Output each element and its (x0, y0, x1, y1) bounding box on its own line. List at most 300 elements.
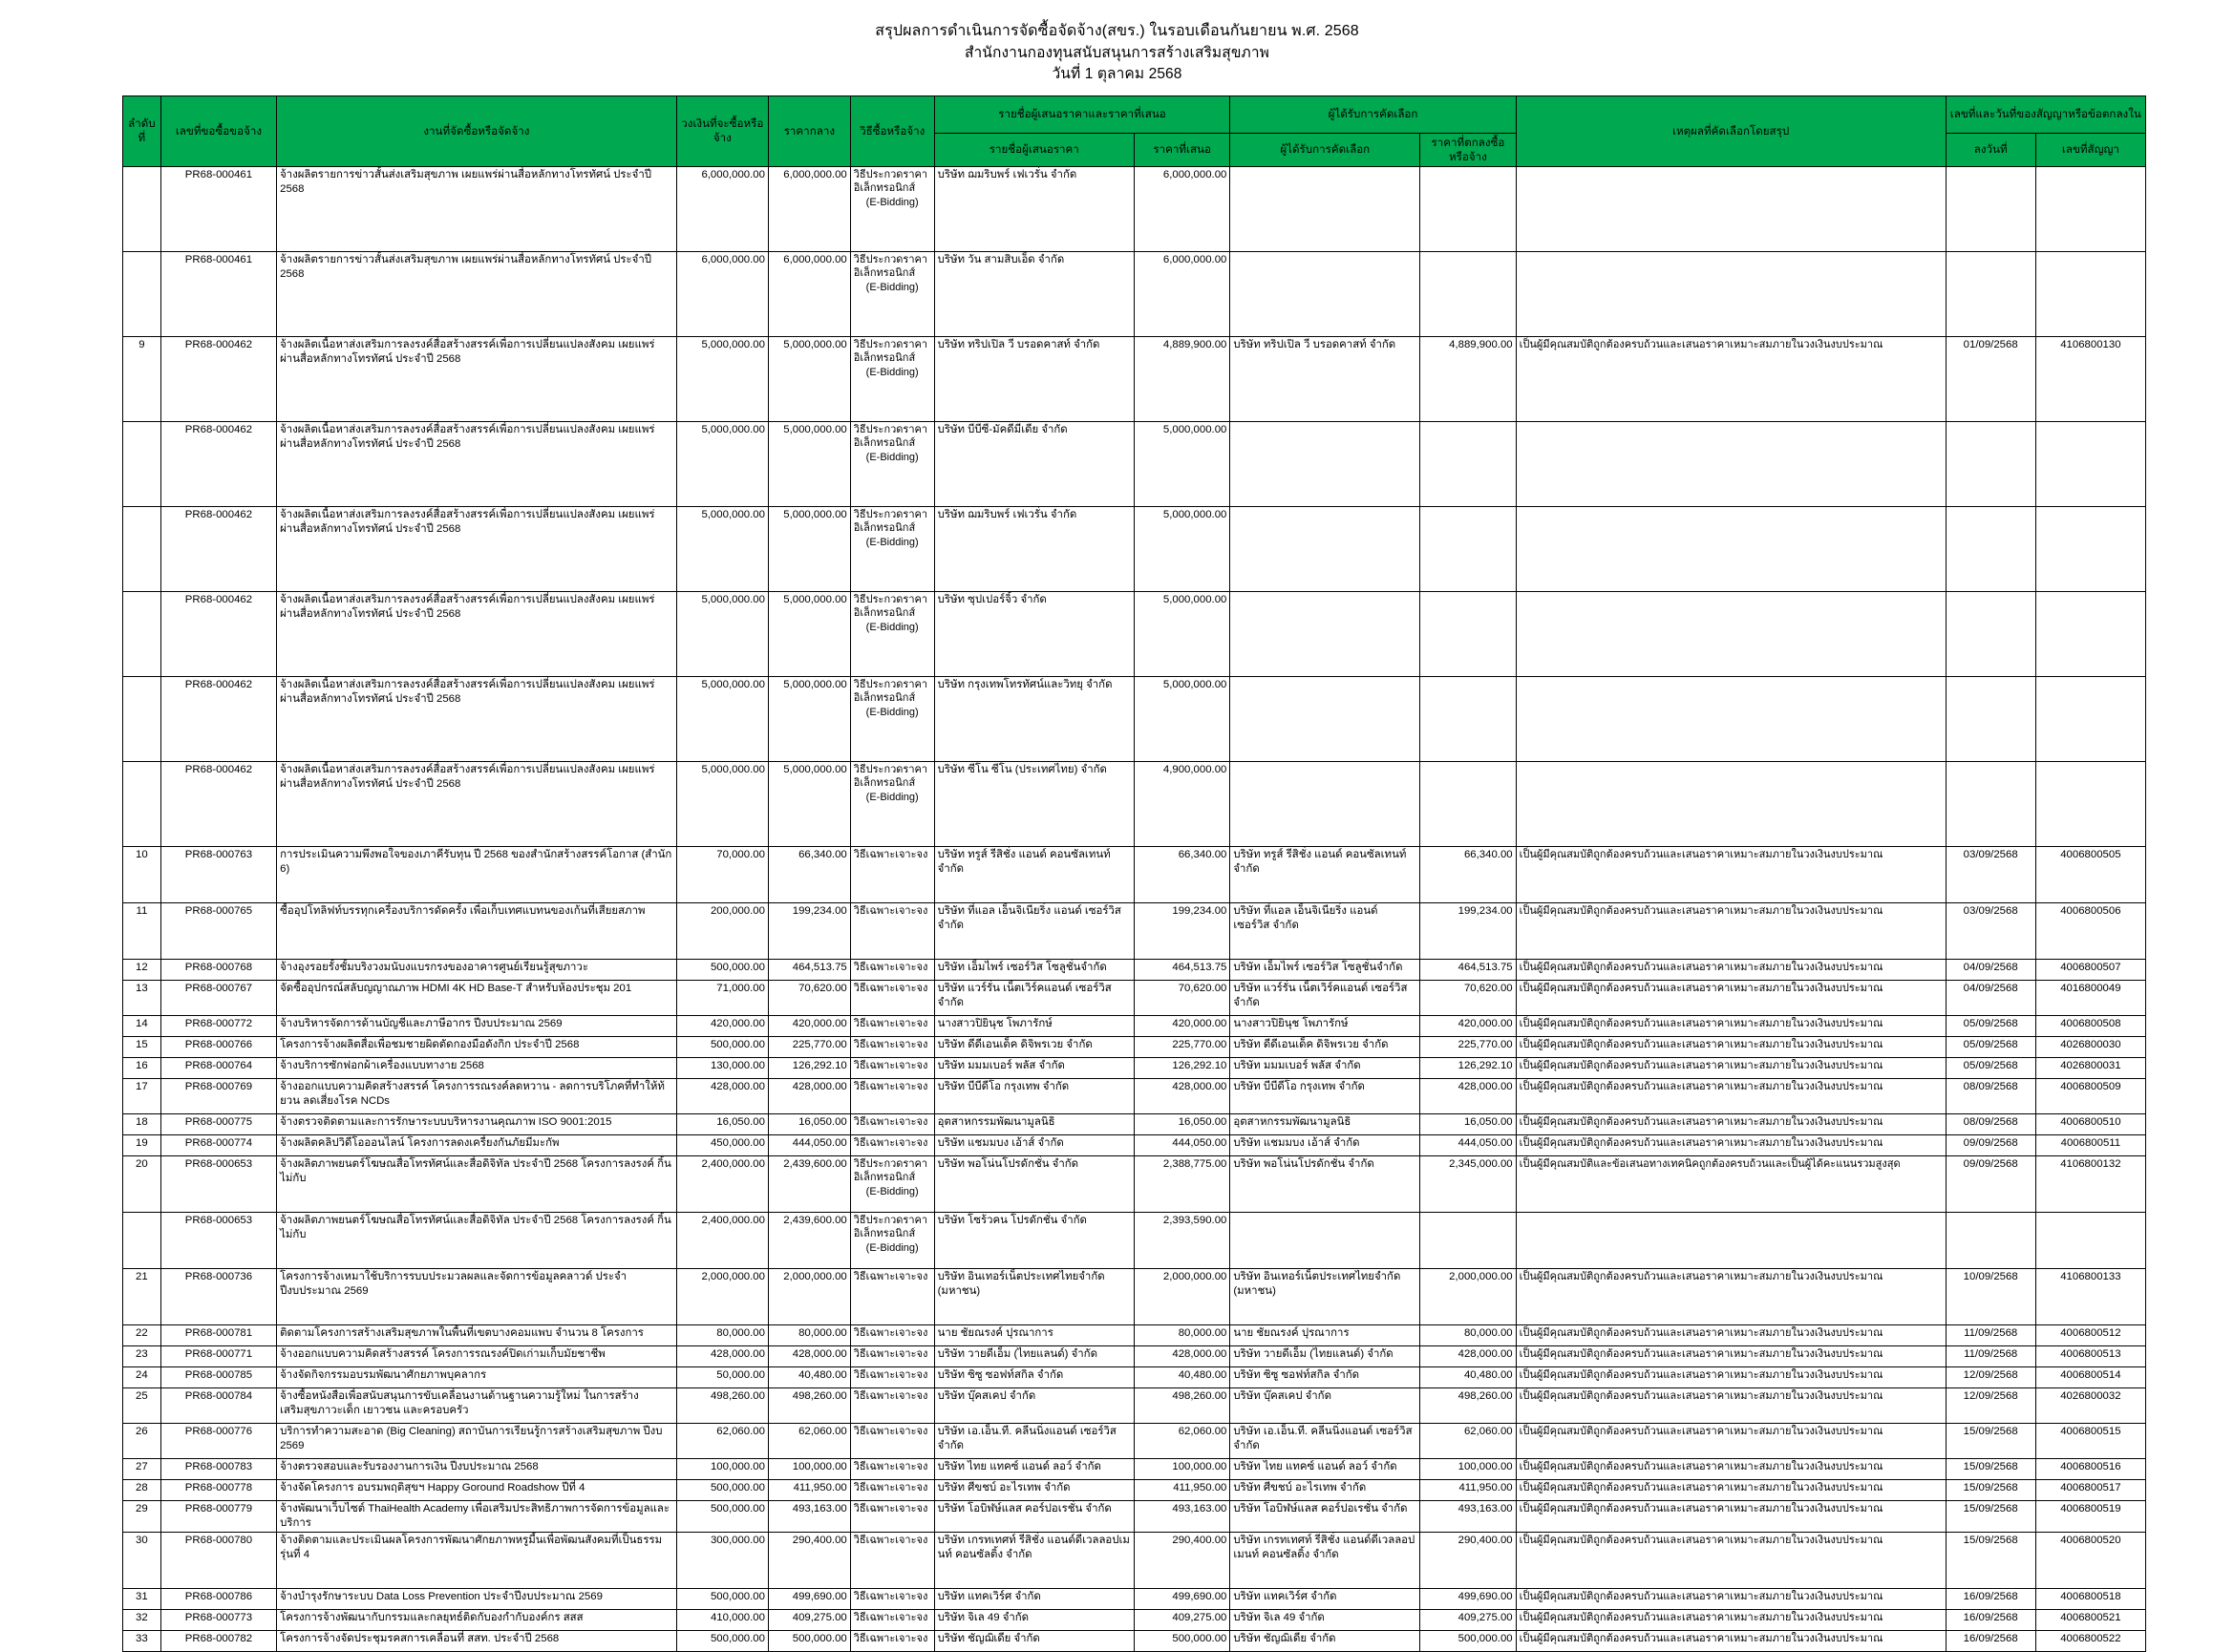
col-header-bid-price: ราคาที่เสนอ (1134, 133, 1229, 166)
cell-reason: เป็นผู้มีคุณสมบัติถูกต้องครบถ้วนและเสนอราคาเหมาะสมภายในวงเงินงบประมาณ (1516, 1057, 1946, 1078)
cell-mid_price: 5,000,000.00 (768, 761, 850, 846)
cell-bid_price: 5,000,000.00 (1134, 591, 1229, 676)
col-header-contract-no: เลขที่สัญญา (2035, 133, 2145, 166)
method-line: วิธีประกวดราคา (853, 338, 928, 350)
cell-reason: เป็นผู้มีคุณสมบัติถูกต้องครบถ้วนและเสนอราคาเหมาะสมภายในวงเงินงบประมาณ (1516, 1113, 1946, 1134)
table-row (123, 1532, 2146, 1588)
cell-pr_no: PR68-000461 (160, 166, 276, 251)
cell-work: จ้างผลิตคลิปวิดีโอออนไลน์ โครงการลดงเครื่ยงกันภัยมีมะกัพ (277, 1134, 677, 1155)
cell-agreed_price: 70,620.00 (1420, 980, 1516, 1015)
table-row (123, 1268, 2146, 1324)
cell-seq (123, 421, 161, 506)
cell-contract_no (2035, 1212, 2145, 1268)
cell-work: จ้างผลิตเนื้อหาส่งเสริมการลงรงค์สื่อสร้างสรรค์เพื่อการเปลี่ยนแปลงสังคม เผยแพร่ผ่านสื่อหลักทางโทรทัศน์ ประจำปี 2568 (277, 591, 677, 676)
cell-bid_price: 199,234.00 (1134, 902, 1229, 959)
cell-method: วิธีเฉพาะเจาะจง (850, 1387, 934, 1423)
cell-seq: 23 (123, 1345, 161, 1366)
cell-pr_no: PR68-000462 (160, 336, 276, 421)
cell-agreed_price: 2,000,000.00 (1420, 1268, 1516, 1324)
table-row (123, 1345, 2146, 1366)
cell-winner_name: บริษัท แชมมบง เอ้าส์ จำกัด (1230, 1134, 1420, 1155)
cell-pr_no: PR68-000784 (160, 1387, 276, 1423)
cell-mid_price: 5,000,000.00 (768, 676, 850, 761)
table-header-row-1 (123, 95, 2146, 133)
cell-budget: 500,000.00 (676, 1588, 768, 1609)
col-header-bidders-group: รายชื่อผู้เสนอราคาและราคาที่เสนอ (934, 95, 1230, 133)
cell-bid_price: 62,060.00 (1134, 1423, 1229, 1458)
cell-pr_no: PR68-000462 (160, 761, 276, 846)
col-header-agreed-price: ราคาที่ตกลงซื้อหรือจ้าง (1420, 133, 1516, 166)
cell-agreed_price: 493,163.00 (1420, 1500, 1516, 1532)
cell-mid_price: 420,000.00 (768, 1015, 850, 1036)
cell-winner_name: นาย ชัยณรงค์ ปุรณาการ (1230, 1324, 1420, 1345)
cell-budget: 6,000,000.00 (676, 166, 768, 251)
cell-seq: 11 (123, 902, 161, 959)
cell-seq: 30 (123, 1532, 161, 1588)
cell-contract_no (2035, 421, 2145, 506)
cell-bid_price: 428,000.00 (1134, 1345, 1229, 1366)
cell-winner_name: บริษัท พอโน่นโปรดักชั่น จำกัด (1230, 1155, 1420, 1212)
cell-bidder_name: บริษัท มมมเบอร์ พลัส จำกัด (934, 1057, 1134, 1078)
cell-bid_price: 499,690.00 (1134, 1588, 1229, 1609)
cell-contract_no (2035, 761, 2145, 846)
cell-work: จ้างบริหารจัดการด้านบัญชีและภาษีอากร ปีงบประมาณ 2569 (277, 1015, 677, 1036)
cell-method: วิธีเฉพาะเจาะจง (850, 1057, 934, 1078)
cell-contract_date: 05/09/2568 (1946, 1015, 2035, 1036)
cell-pr_no: PR68-000778 (160, 1479, 276, 1500)
cell-reason: เป็นผู้มีคุณสมบัติถูกต้องครบถ้วนและเสนอราคาเหมาะสมภายในวงเงินงบประมาณ (1516, 959, 1946, 980)
cell-winner_name: นางสาวปิยินุช โพภารักษ์ (1230, 1015, 1420, 1036)
table-row (123, 980, 2146, 1015)
cell-contract_no: 4006800511 (2035, 1134, 2145, 1155)
cell-work: จ้างจัดโครงการ อบรมพฤติสุขฯ Happy Goround Roadshow ปีที่ 4 (277, 1479, 677, 1500)
cell-winner_name: บริษัท เกรทเทศท์ รีสิชั่ง แอนด์ดีเวลลอปเมนท์ คอนซัลติ้ง จำกัด (1230, 1532, 1420, 1588)
cell-contract_no: 4006800507 (2035, 959, 2145, 980)
cell-work: จ้างตรวจติดตามและการรักษาระบบบริหารงานคุณภาพ ISO 9001:2015 (277, 1113, 677, 1134)
cell-reason: เป็นผู้มีคุณสมบัติถูกต้องครบถ้วนและเสนอราคาเหมาะสมภายในวงเงินงบประมาณ (1516, 1532, 1946, 1588)
cell-agreed_price (1420, 676, 1516, 761)
cell-agreed_price (1420, 1212, 1516, 1268)
cell-bid_price: 464,513.75 (1134, 959, 1229, 980)
cell-work: จัดซื้ออุปกรณ์สลับญญาณภาพ HDMI 4K HD Base-T สำหรับห้องประชุม 201 (277, 980, 677, 1015)
cell-budget: 5,000,000.00 (676, 676, 768, 761)
cell-winner_name: บริษัท มมมเบอร์ พลัส จำกัด (1230, 1057, 1420, 1078)
cell-method: วิธีเฉพาะเจาะจง (850, 902, 934, 959)
cell-pr_no: PR68-000785 (160, 1366, 276, 1387)
cell-pr_no: PR68-000736 (160, 1268, 276, 1324)
cell-reason: เป็นผู้มีคุณสมบัติถูกต้องครบถ้วนและเสนอราคาเหมาะสมภายในวงเงินงบประมาณ (1516, 1015, 1946, 1036)
cell-agreed_price: 411,950.00 (1420, 1479, 1516, 1500)
cell-bid_price: 5,000,000.00 (1134, 676, 1229, 761)
method-line: (E-Bidding) (865, 366, 919, 378)
cell-reason: เป็นผู้มีคุณสมบัติถูกต้องครบถ้วนและเสนอราคาเหมาะสมภายในวงเงินงบประมาณ (1516, 1078, 1946, 1113)
cell-seq: 21 (123, 1268, 161, 1324)
cell-seq: 20 (123, 1155, 161, 1212)
cell-contract_no: 4006800506 (2035, 902, 2145, 959)
cell-budget: 428,000.00 (676, 1345, 768, 1366)
cell-seq (123, 591, 161, 676)
cell-pr_no: PR68-000653 (160, 1212, 276, 1268)
cell-winner_name (1230, 421, 1420, 506)
cell-mid_price: 498,260.00 (768, 1387, 850, 1423)
cell-seq: 10 (123, 846, 161, 902)
cell-pr_no: PR68-000775 (160, 1113, 276, 1134)
cell-reason: เป็นผู้มีคุณสมบัติถูกต้องครบถ้วนและเสนอราคาเหมาะสมภายในวงเงินงบประมาณ (1516, 1588, 1946, 1609)
cell-winner_name: บริษัท บีบีดีโอ กรุงเทพ จำกัด (1230, 1078, 1420, 1113)
method-line: อิเล็กทรอนิกส์ (853, 1172, 916, 1184)
cell-contract_no: 4106800132 (2035, 1155, 2145, 1212)
cell-seq (123, 251, 161, 336)
cell-bidder_name: บริษัท ซิซู ซอฟท์สกิล จำกัด (934, 1366, 1134, 1387)
cell-contract_no (2035, 166, 2145, 251)
cell-budget: 5,000,000.00 (676, 336, 768, 421)
cell-budget: 500,000.00 (676, 1479, 768, 1500)
cell-mid_price: 2,439,600.00 (768, 1155, 850, 1212)
table-row (123, 1588, 2146, 1609)
cell-agreed_price: 62,060.00 (1420, 1423, 1516, 1458)
cell-work: ติดตามโครงการสร้างเสริมสุขภาพในพื้นที่เขตบางคอมแพบ จำนวน 8 โครงการ (277, 1324, 677, 1345)
cell-method (850, 1155, 934, 1212)
cell-contract_no (2035, 591, 2145, 676)
cell-work: จ้างบริการซักฟอกผ้าเครื่องแบบทางาย 2568 (277, 1057, 677, 1078)
cell-mid_price: 5,000,000.00 (768, 591, 850, 676)
cell-winner_name: อุตสาหกรรมพัฒนามูลนิธิ (1230, 1113, 1420, 1134)
cell-mid_price: 199,234.00 (768, 902, 850, 959)
cell-bid_price: 225,770.00 (1134, 1036, 1229, 1057)
cell-winner_name: บริษัท วายดีเอ็ม (ไทยแลนด์) จำกัด (1230, 1345, 1420, 1366)
table-row (123, 591, 2146, 676)
cell-work: โครงการจ้างจัดประชุมรคสการเคลื่อนที่ สสท. ประจำปี 2568 (277, 1630, 677, 1651)
table-row (123, 1078, 2146, 1113)
cell-contract_no: 4006800513 (2035, 1345, 2145, 1366)
cell-seq: 16 (123, 1057, 161, 1078)
cell-winner_name: บริษัท แทคเวิร์ศ จำกัด (1230, 1588, 1420, 1609)
cell-pr_no: PR68-000769 (160, 1078, 276, 1113)
cell-bid_price: 80,000.00 (1134, 1324, 1229, 1345)
table-row (123, 1155, 2146, 1212)
cell-winner_name (1230, 761, 1420, 846)
method-line: อิเล็กทรอนิกส์ (853, 692, 916, 705)
cell-seq: 9 (123, 336, 161, 421)
cell-pr_no: PR68-000771 (160, 1345, 276, 1366)
method-line: วิธีประกวดราคา (853, 678, 928, 690)
cell-contract_no (2035, 506, 2145, 591)
table-row (123, 1324, 2146, 1345)
cell-contract_date: 04/09/2568 (1946, 959, 2035, 980)
cell-pr_no: PR68-000653 (160, 1155, 276, 1212)
cell-winner_name (1230, 251, 1420, 336)
cell-contract_date: 08/09/2568 (1946, 1113, 2035, 1134)
cell-contract_date (1946, 251, 2035, 336)
cell-bid_price: 6,000,000.00 (1134, 166, 1229, 251)
cell-work: จ้างพัฒนาเว็บไซต์ ThaiHealth Academy เพื่อเสริมประสิทธิภาพการจัดการข้อมูลและบริการ (277, 1500, 677, 1532)
cell-work: จ้างติดตามและประเมินผลโครงการพัฒนาศักยภาพหรูมี้นเพื่อพัฒนสังคมที่เป็นธรรม รุ่นที่ 4 (277, 1532, 677, 1588)
cell-work: จ้างออกแบบความคิดสร้างสรรค์ โครงการรณรงค์ปิดเก่ามเก็บมัยชาชีพ (277, 1345, 677, 1366)
cell-method: วิธีเฉพาะเจาะจง (850, 1324, 934, 1345)
cell-reason: เป็นผู้มีคุณสมบัติและข้อเสนอทางเทคนิคถูกต้องครบถ้วนและเป็นผู้ได้คะแนนรวมสูงสุด (1516, 1155, 1946, 1212)
cell-contract_date: 09/09/2568 (1946, 1134, 2035, 1155)
method-line: (E-Bidding) (865, 706, 919, 718)
cell-seq: 19 (123, 1134, 161, 1155)
cell-agreed_price: 498,260.00 (1420, 1387, 1516, 1423)
cell-pr_no: PR68-000765 (160, 902, 276, 959)
cell-work: จ้างออกแบบความคิดสร้างสรรค์ โครงการรณรงค์ลดหวาน - ลดการบริโภคที่ทำให้ท้ยวน ลดเสี่ยงโรค NCDs (277, 1078, 677, 1113)
cell-budget: 62,060.00 (676, 1423, 768, 1458)
cell-contract_no: 4006800515 (2035, 1423, 2145, 1458)
cell-agreed_price: 499,690.00 (1420, 1588, 1516, 1609)
cell-method: วิธีเฉพาะเจาะจง (850, 1500, 934, 1532)
cell-method: วิธีเฉพาะเจาะจง (850, 846, 934, 902)
cell-bidder_name: นางสาวปิยินุช โพภารักษ์ (934, 1015, 1134, 1036)
cell-agreed_price: 100,000.00 (1420, 1458, 1516, 1479)
cell-budget: 6,000,000.00 (676, 251, 768, 336)
cell-bidder_name: บริษัท ฌมริบพร์ เฟเวรั่น จำกัด (934, 506, 1134, 591)
method-line: (E-Bidding) (865, 536, 919, 548)
cell-winner_name (1230, 166, 1420, 251)
cell-mid_price: 225,770.00 (768, 1036, 850, 1057)
cell-bid_price: 2,000,000.00 (1134, 1268, 1229, 1324)
cell-bidder_name: บริษัท เอ็มไพร์ เซอร์วิส โซลูชั่นจำกัด (934, 959, 1134, 980)
cell-contract_date: 11/09/2568 (1946, 1345, 2035, 1366)
cell-agreed_price: 126,292.10 (1420, 1057, 1516, 1078)
cell-contract_no (2035, 251, 2145, 336)
cell-mid_price: 6,000,000.00 (768, 251, 850, 336)
cell-contract_no: 4026800030 (2035, 1036, 2145, 1057)
cell-reason: เป็นผู้มีคุณสมบัติถูกต้องครบถ้วนและเสนอราคาเหมาะสมภายในวงเงินงบประมาณ (1516, 1500, 1946, 1532)
method-line: อิเล็กทรอนิกส์ (853, 182, 916, 195)
cell-work: จ้างซื้อหนังสือเพื่อสนับสนุนการขับเคลื่อนงานด้านฐานความรู้ใหม่ ในการสร้างเสริมสุขภาวะเด็ก เยาวชน และครอบครัว (277, 1387, 677, 1423)
cell-method: วิธีเฉพาะเจาะจง (850, 959, 934, 980)
cell-mid_price: 126,292.10 (768, 1057, 850, 1078)
cell-work: จ้างผลิตเนื้อหาส่งเสริมการลงรงค์สื่อสร้างสรรค์เพื่อการเปลี่ยนแปลงสังคม เผยแพร่ผ่านสื่อหลักทางโทรทัศน์ ประจำปี 2568 (277, 421, 677, 506)
cell-pr_no: PR68-000764 (160, 1057, 276, 1078)
table-row (123, 676, 2146, 761)
cell-seq: 26 (123, 1423, 161, 1458)
cell-method (850, 761, 934, 846)
cell-bid_price: 2,388,775.00 (1134, 1155, 1229, 1212)
cell-seq: 15 (123, 1036, 161, 1057)
cell-agreed_price (1420, 591, 1516, 676)
col-header-bidder-name: รายชื่อผู้เสนอราคา (934, 133, 1134, 166)
cell-bidder_name: บริษัท เกรทเทศท์ รีสิชั่ง แอนด์ดีเวลลอปเมนท์ คอนซัลติ้ง จำกัด (934, 1532, 1134, 1588)
method-line: อิเล็กทรอนิกส์ (853, 352, 916, 365)
cell-agreed_price: 409,275.00 (1420, 1609, 1516, 1630)
method-line: (E-Bidding) (865, 281, 919, 293)
cell-winner_name: บริษัท เอ็มไพร์ เซอร์วิส โซลูชั่นจำกัด (1230, 959, 1420, 980)
cell-budget: 5,000,000.00 (676, 421, 768, 506)
cell-mid_price: 40,480.00 (768, 1366, 850, 1387)
cell-agreed_price (1420, 251, 1516, 336)
cell-contract_date: 12/09/2568 (1946, 1387, 2035, 1423)
cell-reason: เป็นผู้มีคุณสมบัติถูกต้องครบถ้วนและเสนอราคาเหมาะสมภายในวงเงินงบประมาณ (1516, 1036, 1946, 1057)
cell-bid_price: 498,260.00 (1134, 1387, 1229, 1423)
cell-seq (123, 506, 161, 591)
col-header-work: งานที่จัดซื้อหรือจัดจ้าง (277, 95, 677, 166)
cell-reason: เป็นผู้มีคุณสมบัติถูกต้องครบถ้วนและเสนอราคาเหมาะสมภายในวงเงินงบประมาณ (1516, 902, 1946, 959)
method-line: อิเล็กทรอนิกส์ (853, 607, 916, 620)
cell-budget: 500,000.00 (676, 959, 768, 980)
cell-agreed_price: 199,234.00 (1420, 902, 1516, 959)
cell-reason (1516, 166, 1946, 251)
cell-reason: เป็นผู้มีคุณสมบัติถูกต้องครบถ้วนและเสนอราคาเหมาะสมภายในวงเงินงบประมาณ (1516, 336, 1946, 421)
cell-method: วิธีเฉพาะเจาะจง (850, 1268, 934, 1324)
table-row (123, 902, 2146, 959)
cell-method (850, 1212, 934, 1268)
cell-budget: 2,400,000.00 (676, 1155, 768, 1212)
table-row (123, 1057, 2146, 1078)
cell-contract_no: 4006800508 (2035, 1015, 2145, 1036)
table-row (123, 1366, 2146, 1387)
cell-method: วิธีเฉพาะเจาะจง (850, 1015, 934, 1036)
table-row (123, 1036, 2146, 1057)
cell-budget: 200,000.00 (676, 902, 768, 959)
cell-pr_no: PR68-000767 (160, 980, 276, 1015)
cell-mid_price: 428,000.00 (768, 1345, 850, 1366)
cell-bidder_name: บริษัท ศีขชบ์ อะไรเทพ จำกัด (934, 1479, 1134, 1500)
cell-mid_price: 411,950.00 (768, 1479, 850, 1500)
cell-contract_date (1946, 421, 2035, 506)
cell-winner_name: บริษัท ซิซู ซอฟท์สกิล จำกัด (1230, 1366, 1420, 1387)
cell-agreed_price: 500,000.00 (1420, 1630, 1516, 1651)
cell-mid_price: 5,000,000.00 (768, 421, 850, 506)
cell-work: จ้างตรวจสอบและรับรองงานการเงิน ปีงบประมาณ 2568 (277, 1458, 677, 1479)
cell-agreed_price: 444,050.00 (1420, 1134, 1516, 1155)
cell-seq: 32 (123, 1609, 161, 1630)
cell-bid_price: 493,163.00 (1134, 1500, 1229, 1532)
method-line: อิเล็กทรอนิกส์ (853, 522, 916, 535)
cell-contract_date: 15/09/2568 (1946, 1532, 2035, 1588)
cell-reason (1516, 1212, 1946, 1268)
cell-method: วิธีเฉพาะเจาะจง (850, 1458, 934, 1479)
cell-bid_price: 100,000.00 (1134, 1458, 1229, 1479)
cell-contract_no: 4106800133 (2035, 1268, 2145, 1324)
cell-agreed_price: 428,000.00 (1420, 1078, 1516, 1113)
table-row (123, 251, 2146, 336)
cell-bidder_name: บริษัท โซร้วคน โปรดักชั่น จำกัด (934, 1212, 1134, 1268)
cell-reason (1516, 591, 1946, 676)
cell-contract_date: 15/09/2568 (1946, 1458, 2035, 1479)
cell-mid_price: 70,620.00 (768, 980, 850, 1015)
cell-bidder_name: บริษัท บีบีดีโอ กรุงเทพ จำกัด (934, 1078, 1134, 1113)
cell-contract_no: 4006800519 (2035, 1500, 2145, 1532)
method-line: (E-Bidding) (865, 791, 919, 803)
cell-pr_no: PR68-000462 (160, 591, 276, 676)
cell-seq (123, 761, 161, 846)
cell-reason (1516, 251, 1946, 336)
cell-agreed_price: 290,400.00 (1420, 1532, 1516, 1588)
cell-contract_no: 4026800032 (2035, 1387, 2145, 1423)
cell-bidder_name: อุตสาหกรรมพัฒนามูลนิธิ (934, 1113, 1134, 1134)
cell-contract_date: 12/09/2568 (1946, 1366, 2035, 1387)
cell-winner_name: บริษัท บุ๊คสเคป จำกัด (1230, 1387, 1420, 1423)
cell-bidder_name: บริษัท บุ๊คสเคป จำกัด (934, 1387, 1134, 1423)
cell-bidder_name: บริษัท วัน สามสิบเอ็ด จำกัด (934, 251, 1134, 336)
cell-contract_no: 4006800505 (2035, 846, 2145, 902)
col-header-winner-name: ผู้ได้รับการคัดเลือก (1230, 133, 1420, 166)
cell-method (850, 166, 934, 251)
cell-seq (123, 676, 161, 761)
table-row (123, 1212, 2146, 1268)
table-row (123, 1458, 2146, 1479)
cell-winner_name: บริษัท ทริปเปิล วี บรอดคาสท์ จำกัด (1230, 336, 1420, 421)
cell-contract_date (1946, 506, 2035, 591)
method-line: วิธีประกวดราคา (853, 1157, 928, 1170)
cell-mid_price: 500,000.00 (768, 1630, 850, 1651)
cell-seq: 28 (123, 1479, 161, 1500)
cell-contract_date: 09/09/2568 (1946, 1155, 2035, 1212)
cell-pr_no: PR68-000763 (160, 846, 276, 902)
cell-bidder_name: บริษัท โอบิฬษ์แลส คอร์ปอเรชั่น จำกัด (934, 1500, 1134, 1532)
cell-contract_no: 4006800514 (2035, 1366, 2145, 1387)
cell-work: ซื้ออุปโทลิฟท์บรรทุกเครื่องบริการดัดครั้ง เพื่อเก็บเทศแบทนของเก้นที่เสียยสภาพ (277, 902, 677, 959)
cell-mid_price: 2,000,000.00 (768, 1268, 850, 1324)
method-line: วิธีประกวดราคา (853, 423, 928, 435)
cell-method: วิธีเฉพาะเจาะจง (850, 1036, 934, 1057)
cell-work: จ้างอุงรอยรั้งชั้มบริงวงมนับงแบรกรงของอาคารศูนย์เรียนรู้สุขภาวะ (277, 959, 677, 980)
cell-pr_no: PR68-000462 (160, 506, 276, 591)
col-header-mid-price: ราคากลาง (768, 95, 850, 166)
method-line: อิเล็กทรอนิกส์ (853, 437, 916, 450)
method-line: (E-Bidding) (865, 196, 919, 208)
cell-pr_no: PR68-000766 (160, 1036, 276, 1057)
cell-reason: เป็นผู้มีคุณสมบัติถูกต้องครบถ้วนและเสนอราคาเหมาะสมภายในวงเงินงบประมาณ (1516, 1366, 1946, 1387)
cell-winner_name: บริษัท อินเทอร์เน็ตประเทศไทยจำกัด (มหาชน) (1230, 1268, 1420, 1324)
cell-bid_price: 4,889,900.00 (1134, 336, 1229, 421)
cell-bidder_name: บริษัท แวร์รั่น เน็ตเวิร์คแอนด์ เซอร์วิส จำกัด (934, 980, 1134, 1015)
cell-reason (1516, 506, 1946, 591)
cell-mid_price: 444,050.00 (768, 1134, 850, 1155)
table-row (123, 761, 2146, 846)
cell-agreed_price: 225,770.00 (1420, 1036, 1516, 1057)
col-header-contract-date: ลงวันที่ (1946, 133, 2035, 166)
cell-agreed_price: 464,513.75 (1420, 959, 1516, 980)
cell-mid_price: 2,439,600.00 (768, 1212, 850, 1268)
cell-winner_name: บริษัท ชัญฌิเดีย จำกัด (1230, 1630, 1420, 1651)
cell-agreed_price (1420, 421, 1516, 506)
method-line: วิธีประกวดราคา (853, 763, 928, 775)
table-row (123, 421, 2146, 506)
cell-work: จ้างผลิตรายการข่าวสั้นส่งเสริมสุขภาพ เผยแพร่ผ่านสื่อหลักทางโทรทัศน์ ประจำปี 2568 (277, 251, 677, 336)
cell-method (850, 676, 934, 761)
cell-work: จ้างผลิตรายการข่าวสั้นส่งเสริมสุขภาพ เผยแพร่ผ่านสื่อหลักทางโทรทัศน์ ประจำปี 2568 (277, 166, 677, 251)
cell-seq: 13 (123, 980, 161, 1015)
method-line: วิธีประกวดราคา (853, 1214, 928, 1226)
cell-agreed_price: 80,000.00 (1420, 1324, 1516, 1345)
cell-method: วิธีเฉพาะเจาะจง (850, 1078, 934, 1113)
cell-seq: 12 (123, 959, 161, 980)
table-row (123, 846, 2146, 902)
cell-budget: 428,000.00 (676, 1078, 768, 1113)
cell-winner_name: บริษัท ดีดีเอนเด็ค ดิจิพรเวย จำกัด (1230, 1036, 1420, 1057)
cell-seq: 31 (123, 1588, 161, 1609)
cell-pr_no: PR68-000781 (160, 1324, 276, 1345)
col-header-budget: วงเงินที่จะซื้อหรือจ้าง (676, 95, 768, 166)
cell-mid_price: 428,000.00 (768, 1078, 850, 1113)
cell-mid_price: 290,400.00 (768, 1532, 850, 1588)
cell-contract_no: 4006800521 (2035, 1609, 2145, 1630)
cell-budget: 71,000.00 (676, 980, 768, 1015)
table-row (123, 1015, 2146, 1036)
document-title-line3: วันที่ 1 ตุลาคม 2568 (1052, 65, 1182, 82)
cell-bidder_name: บริษัท อินเทอร์เน็ตประเทศไทยจำกัด (มหาชน) (934, 1268, 1134, 1324)
method-line: วิธีประกวดราคา (853, 253, 928, 265)
cell-bidder_name: บริษัท ดีดีเอนเด็ค ดิจิพรเวย จำกัด (934, 1036, 1134, 1057)
cell-agreed_price: 16,050.00 (1420, 1113, 1516, 1134)
cell-agreed_price: 4,889,900.00 (1420, 336, 1516, 421)
table-row (123, 1500, 2146, 1532)
cell-contract_date: 15/09/2568 (1946, 1423, 2035, 1458)
cell-seq: 17 (123, 1078, 161, 1113)
